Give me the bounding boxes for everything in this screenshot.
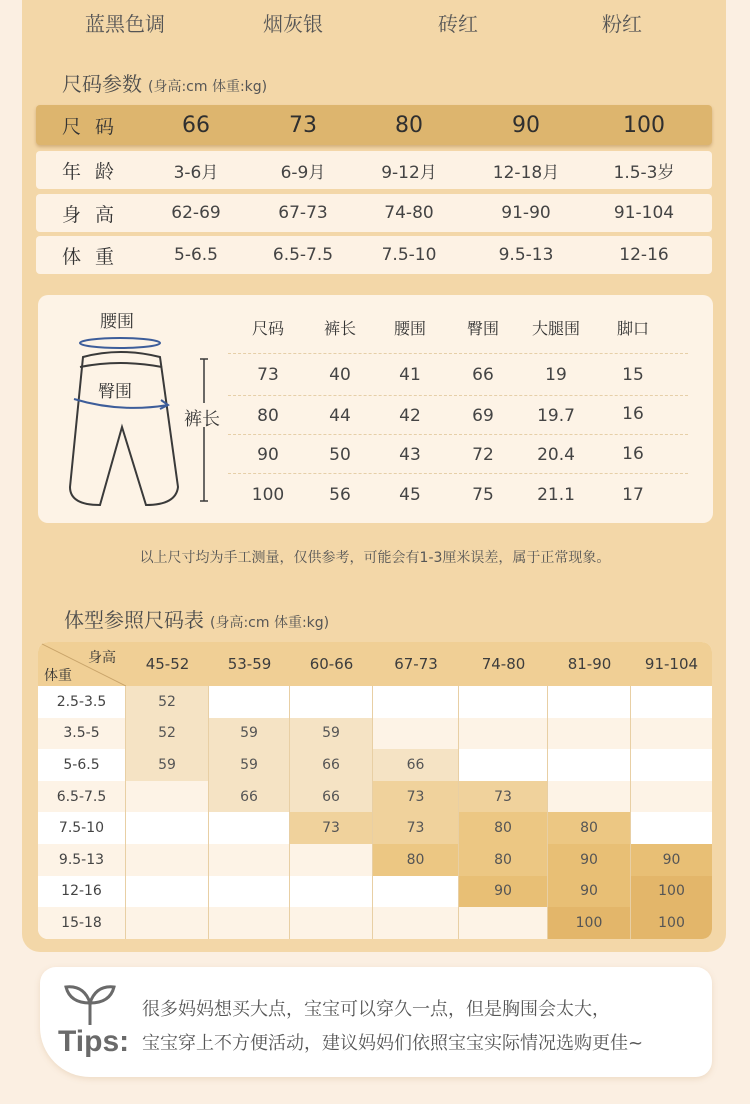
size-cell: 66 <box>209 781 290 813</box>
table-cell: 91-104 <box>613 203 675 223</box>
divider <box>228 434 688 435</box>
color-option: 烟灰银 <box>263 12 323 36</box>
size-cell: 73 <box>290 812 373 844</box>
color-options <box>22 0 726 44</box>
table-cell: 90 <box>257 445 279 465</box>
table-cell: 66 <box>472 365 494 385</box>
column-header: 大腿围 <box>531 319 581 338</box>
height-column-header: 53-59 <box>227 655 272 673</box>
table-cell: 21.1 <box>537 485 575 505</box>
row-label: 体 重 <box>61 245 119 268</box>
table-cell: 5-6.5 <box>174 245 218 265</box>
height-row <box>36 194 712 232</box>
size-cell: 73 <box>373 812 459 844</box>
table-cell: 3-6月 <box>173 162 219 183</box>
column-header: 腰围 <box>393 319 427 338</box>
size-cell <box>548 686 631 718</box>
size-cell <box>126 844 209 876</box>
table-cell: 75 <box>472 485 494 505</box>
size-cell: 90 <box>548 876 631 908</box>
size-cell <box>209 876 290 908</box>
size-header-cell: 73 <box>289 112 317 138</box>
height-column-header: 74-80 <box>481 655 526 673</box>
sprout-icon <box>60 981 120 1031</box>
size-params-title <box>62 68 267 97</box>
size-header-cell: 90 <box>512 112 540 138</box>
table-cell: 9.5-13 <box>498 245 554 265</box>
size-cell <box>548 749 631 781</box>
table-cell: 19 <box>545 365 567 385</box>
table-cell: 12-18月 <box>492 162 560 183</box>
size-cell <box>126 907 209 939</box>
weight-row-label: 5-6.5 <box>38 749 126 781</box>
table-cell: 44 <box>329 406 351 426</box>
divider <box>228 473 688 474</box>
size-cell <box>373 686 459 718</box>
weight-row-label: 15-18 <box>38 907 126 939</box>
table-cell: 40 <box>329 365 351 385</box>
table-cell: 6.5-7.5 <box>272 245 334 265</box>
size-cell: 80 <box>548 812 631 844</box>
size-cell <box>290 844 373 876</box>
size-cell: 59 <box>290 718 373 750</box>
table-cell: 7.5-10 <box>381 245 437 265</box>
body-table-title <box>64 604 329 633</box>
size-cell: 73 <box>459 781 548 813</box>
size-cell <box>126 876 209 908</box>
table-cell: 67-73 <box>278 203 328 223</box>
measurement-note: 以上尺寸均为手工测量，仅供参考，可能会有1-3厘米误差，属于正常现象。 <box>139 550 611 566</box>
table-cell: 50 <box>329 445 351 465</box>
weight-row-label: 3.5-5 <box>38 718 126 750</box>
size-cell <box>459 907 548 939</box>
size-header-label: 尺 码 <box>61 115 119 138</box>
column-header: 臀围 <box>466 319 500 338</box>
size-cell: 59 <box>209 749 290 781</box>
size-cell: 52 <box>126 686 209 718</box>
size-cell: 66 <box>290 749 373 781</box>
column-header: 脚口 <box>616 319 650 338</box>
size-params-subtitle: (身高:cm 体重:kg) <box>148 79 268 95</box>
size-cell: 66 <box>373 749 459 781</box>
divider <box>228 353 688 354</box>
table-cell: 43 <box>399 445 421 465</box>
table-cell: 62-69 <box>171 203 221 223</box>
size-cell <box>373 907 459 939</box>
weight-row-label: 9.5-13 <box>38 844 126 876</box>
size-cell: 73 <box>373 781 459 813</box>
table-cell: 56 <box>329 485 351 505</box>
size-cell: 52 <box>126 718 209 750</box>
table-cell: 91-90 <box>501 203 551 223</box>
weight-row <box>36 236 712 274</box>
table-cell: 1.5-3岁 <box>613 162 675 183</box>
body-table-subtitle: (身高:cm 体重:kg) <box>210 615 330 631</box>
size-cell: 59 <box>209 718 290 750</box>
body-size-table <box>38 642 712 939</box>
table-cell: 69 <box>472 406 494 426</box>
size-cell: 90 <box>548 844 631 876</box>
size-cell <box>290 907 373 939</box>
size-cell <box>631 749 712 781</box>
weight-row-label: 12-16 <box>38 876 126 908</box>
height-column-header: 45-52 <box>145 655 190 673</box>
body-table-title-text: 体型参照尺码表 <box>64 608 204 632</box>
size-cell <box>209 907 290 939</box>
column-header: 裤长 <box>323 319 357 338</box>
table-cell: 6-9月 <box>280 162 326 183</box>
size-cell <box>548 781 631 813</box>
age-row <box>36 151 712 189</box>
table-cell: 45 <box>399 485 421 505</box>
size-cell <box>459 686 548 718</box>
table-cell: 15 <box>622 365 644 385</box>
size-cell: 66 <box>290 781 373 813</box>
table-cell: 100 <box>251 485 285 505</box>
height-column-header: 67-73 <box>394 655 438 673</box>
table-cell: 12-16 <box>619 245 669 265</box>
size-cell <box>209 812 290 844</box>
weight-row-label: 7.5-10 <box>38 812 126 844</box>
column-header: 尺码 <box>251 319 285 338</box>
table-cell: 73 <box>257 365 279 385</box>
size-cell: 100 <box>631 876 712 908</box>
table-cell: 16 <box>622 444 644 464</box>
size-cell <box>373 718 459 750</box>
tips-label: Tips: <box>58 1025 130 1058</box>
size-cell <box>548 718 631 750</box>
size-params-title-text: 尺码参数 <box>62 72 142 96</box>
size-cell <box>631 686 712 718</box>
size-header-cell: 100 <box>623 112 665 138</box>
waist-label: 腰围 <box>100 312 134 332</box>
size-cell <box>209 686 290 718</box>
size-cell <box>459 749 548 781</box>
size-cell <box>631 718 712 750</box>
height-column-header: 91-104 <box>644 655 699 673</box>
size-cell <box>631 781 712 813</box>
table-cell: 9-12月 <box>381 162 437 183</box>
table-cell: 72 <box>472 445 494 465</box>
size-header-row <box>36 105 712 145</box>
height-column-header: 60-66 <box>309 655 354 673</box>
corner-weight-label: 体重 <box>44 668 72 684</box>
size-header-cell: 66 <box>182 112 210 138</box>
size-cell <box>126 781 209 813</box>
height-column-header: 81-90 <box>567 655 612 673</box>
tips-line-1: 很多妈妈想买大点，宝宝可以穿久一点，但是胸围会太大， <box>142 999 610 1020</box>
size-cell: 80 <box>459 812 548 844</box>
color-option: 粉红 <box>602 12 642 36</box>
hip-label: 臀围 <box>98 382 132 402</box>
divider <box>228 395 688 396</box>
weight-row-label: 6.5-7.5 <box>38 781 126 813</box>
row-label: 身 高 <box>61 203 119 226</box>
tips-line-2: 宝宝穿上不方便活动，建议妈妈们依照宝宝实际情况选购更佳~ <box>142 1033 644 1054</box>
table-cell: 74-80 <box>384 203 434 223</box>
size-cell <box>126 812 209 844</box>
corner-height-label: 身高 <box>88 650 116 666</box>
table-cell: 17 <box>622 485 644 505</box>
color-option: 砖红 <box>438 12 478 36</box>
row-label: 年 龄 <box>61 160 119 183</box>
table-cell: 16 <box>622 404 644 424</box>
table-cell: 19.7 <box>537 406 575 426</box>
pants-measure-card <box>38 295 713 523</box>
size-cell <box>290 876 373 908</box>
tips-box <box>40 967 712 1077</box>
size-cell: 90 <box>631 844 712 876</box>
size-cell: 80 <box>459 844 548 876</box>
size-cell <box>373 876 459 908</box>
table-cell: 41 <box>399 365 421 385</box>
size-cell: 80 <box>373 844 459 876</box>
size-cell <box>631 812 712 844</box>
size-cell: 59 <box>126 749 209 781</box>
size-cell: 100 <box>548 907 631 939</box>
table-cell: 80 <box>257 406 279 426</box>
size-cell: 90 <box>459 876 548 908</box>
weight-row-label: 2.5-3.5 <box>38 686 126 718</box>
size-cell <box>459 718 548 750</box>
table-cell: 20.4 <box>537 445 575 465</box>
size-cell: 100 <box>631 907 712 939</box>
size-header-cell: 80 <box>395 112 423 138</box>
size-cell <box>209 844 290 876</box>
color-option: 蓝黑色调 <box>85 12 165 36</box>
table-cell: 42 <box>399 406 421 426</box>
length-label: 裤长 <box>184 409 220 430</box>
size-cell <box>290 686 373 718</box>
